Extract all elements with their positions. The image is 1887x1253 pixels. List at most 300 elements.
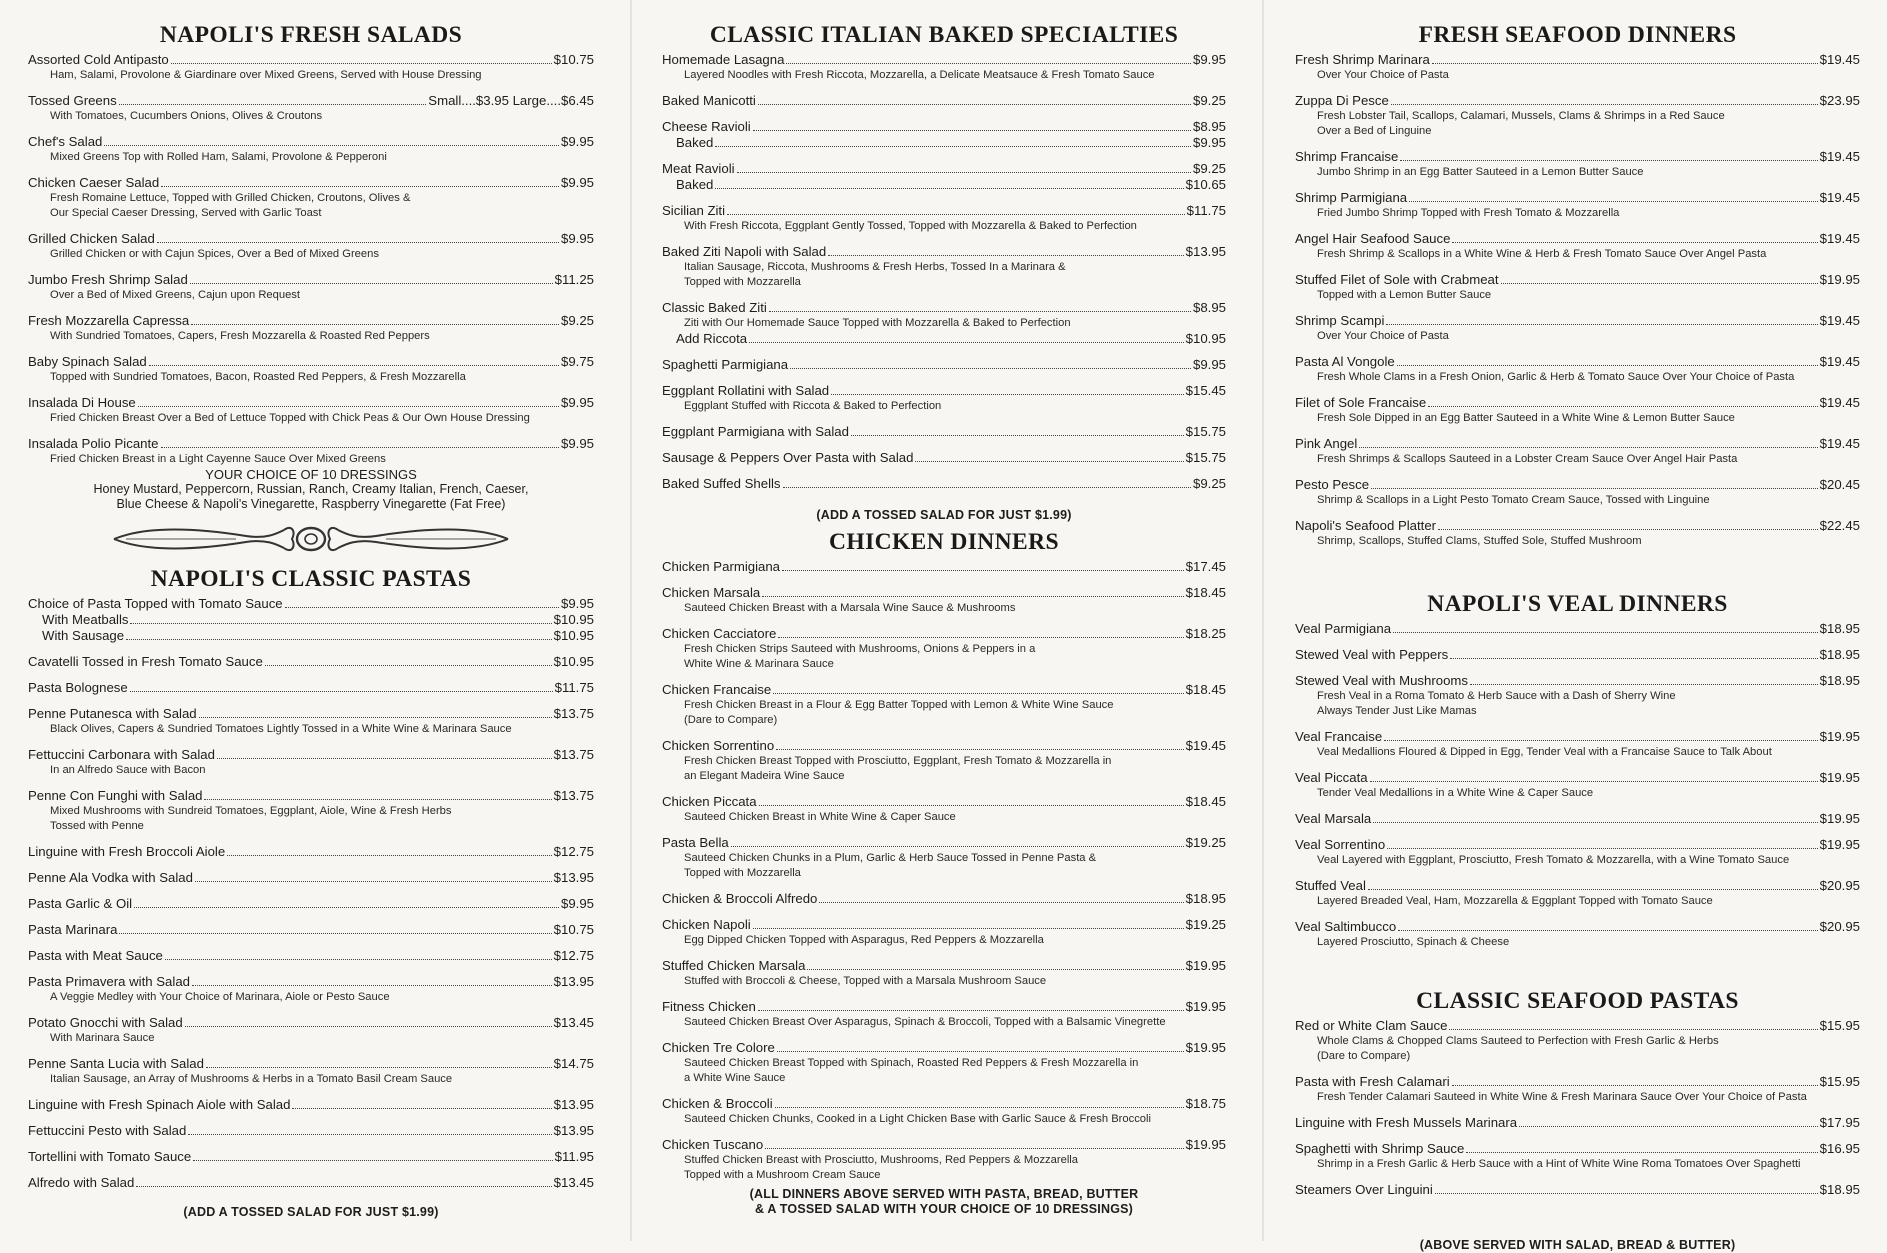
dot-leader <box>1368 889 1818 890</box>
dot-leader <box>759 805 1184 806</box>
menu-item-name: Pasta Marinara <box>28 922 118 937</box>
menu-item-name: Pink Angel <box>1295 436 1358 451</box>
menu-item-price: $19.95 <box>1185 958 1226 973</box>
menu-item-name: Baked <box>676 135 714 150</box>
menu-item-description: Fried Chicken Breast in a Light Cayenne Sauce Over Mixed Greens <box>50 453 386 465</box>
menu-item-row <box>662 357 1226 373</box>
menu-item-name: Potato Gnocchi with Salad <box>28 1015 183 1030</box>
menu-item <box>662 958 1226 989</box>
menu-item <box>662 585 1226 616</box>
menu-item-price: $18.75 <box>1185 1096 1226 1111</box>
menu-item <box>662 244 1226 290</box>
menu-item-name: Sicilian Ziti <box>662 203 726 218</box>
menu-item-price: $18.95 <box>1819 1182 1860 1197</box>
menu-item-variant-row <box>28 628 594 644</box>
dot-leader <box>285 607 559 608</box>
menu-item <box>1295 518 1860 549</box>
menu-item-name: Veal Saltimbucco <box>1295 919 1397 934</box>
menu-item-variant-row <box>662 177 1226 193</box>
menu-item-row <box>28 654 594 670</box>
dot-leader <box>1466 1152 1817 1153</box>
menu-item-row <box>1295 673 1860 689</box>
menu-item-price: $9.95 <box>560 436 594 451</box>
dot-leader <box>206 1067 552 1068</box>
menu-item-row <box>1295 52 1860 68</box>
served-with-line-1: (ALL DINNERS ABOVE SERVED WITH PASTA, BREAD, BUTTER <box>749 1187 1139 1201</box>
menu-item-description: Fresh Chicken Strips Sauteed with Mushrooms, Onions & Peppers in a <box>684 643 1036 655</box>
menu-item <box>1295 313 1860 344</box>
dot-leader <box>777 1051 1184 1052</box>
dot-leader <box>1397 365 1818 366</box>
menu-item-price: $19.45 <box>1819 52 1860 67</box>
dot-leader <box>782 570 1184 571</box>
dot-leader <box>1452 242 1817 243</box>
menu-item <box>1295 919 1860 950</box>
menu-item-row <box>662 835 1226 851</box>
menu-item-name: Red or White Clam Sauce <box>1295 1018 1448 1033</box>
dot-leader <box>1370 781 1818 782</box>
menu-item-name: Chicken Parmigiana <box>662 559 781 574</box>
menu-item-description: Shrimp in a Fresh Garlic & Herb Sauce with a Hint of White Wine Roma Tomatoes Over Spaghetti <box>1317 1158 1801 1170</box>
menu-item-row <box>1295 770 1860 786</box>
dot-leader <box>136 1186 551 1187</box>
menu-item <box>1295 436 1860 467</box>
menu-item-row <box>1295 93 1860 109</box>
menu-item <box>662 999 1226 1030</box>
menu-item-price: $10.95 <box>1185 331 1226 346</box>
menu-item <box>1295 729 1860 760</box>
menu-item <box>662 891 1226 907</box>
menu-item-name: Penne Con Funghi with Salad <box>28 788 203 803</box>
menu-item-name: Choice of Pasta Topped with Tomato Sauce <box>28 596 283 611</box>
menu-item-name: Chicken Marsala <box>662 585 761 600</box>
menu-item-description: Topped with Mozzarella <box>684 276 801 288</box>
menu-item-price: $11.25 <box>554 272 594 287</box>
menu-item <box>1295 811 1860 827</box>
chicken-served-with-note <box>662 1187 1226 1217</box>
dot-leader <box>188 1134 551 1135</box>
menu-item-price: $20.95 <box>1819 878 1860 893</box>
menu-item <box>662 559 1226 575</box>
menu-item-price: $15.45 <box>1185 383 1226 398</box>
menu-item-description: Black Olives, Capers & Sundried Tomatoes Lightly Tossed in a White Wine & Marinara Sauce <box>50 723 512 735</box>
menu-item-row <box>28 1175 594 1191</box>
dot-leader <box>1373 822 1817 823</box>
dressings-block <box>28 467 594 512</box>
menu-item-row <box>28 231 594 247</box>
dot-leader <box>776 749 1184 750</box>
menu-item-row <box>28 974 594 990</box>
menu-item <box>1295 477 1860 508</box>
menu-item-row <box>1295 837 1860 853</box>
menu-item <box>1295 52 1860 83</box>
menu-item-name: Add Riccota <box>676 331 748 346</box>
menu-item <box>662 682 1226 728</box>
menu-item-name: Fitness Chicken <box>662 999 756 1014</box>
menu-item <box>1295 93 1860 139</box>
menu-item-price: $19.45 <box>1819 436 1860 451</box>
decorative-scroll-ornament <box>106 522 516 556</box>
section-title-classic-pastas: NAPOLI'S CLASSIC PASTAS <box>150 566 472 592</box>
menu-item-description: (Dare to Compare) <box>684 714 778 726</box>
menu-item-name: Baked <box>676 177 714 192</box>
menu-item-description: Jumbo Shrimp in an Egg Batter Sauteed in a Lemon Butter Sauce <box>1317 166 1644 178</box>
dot-leader <box>765 1148 1183 1149</box>
dot-leader <box>130 691 553 692</box>
menu-item-name: Pasta Al Vongole <box>1295 354 1395 369</box>
menu-item <box>28 395 594 426</box>
served-with-line-2: & A TOSSED SALAD WITH YOUR CHOICE OF 10 DRESSINGS) <box>754 1202 1134 1216</box>
menu-item-row <box>1295 313 1860 329</box>
menu-item-name: Baked Suffed Shells <box>662 476 781 491</box>
menu-item-description: Ziti with Our Homemade Sauce Topped with Mozzarella & Baked to Perfection <box>684 317 1071 329</box>
menu-item-name: Stuffed Veal <box>1295 878 1366 893</box>
menu-item-price: $19.25 <box>1185 835 1226 850</box>
menu-item-price: $20.95 <box>1819 919 1860 934</box>
dot-leader <box>1452 1085 1818 1086</box>
menu-item-name: With Meatballs <box>42 612 129 627</box>
menu-item-description: Over a Bed of Mixed Greens, Cajun upon Request <box>50 289 300 301</box>
menu-item-description: Mixed Mushrooms with Sundreid Tomatoes, Eggplant, Aiole, Wine & Fresh Herbs <box>50 805 452 817</box>
menu-item <box>662 161 1226 193</box>
menu-item <box>28 747 594 778</box>
menu-item-description: With Fresh Riccota, Eggplant Gently Tossed, Topped with Mozzarella & Baked to Perfection <box>684 220 1137 232</box>
menu-item <box>1295 1115 1860 1131</box>
menu-item-name: Pasta with Fresh Calamari <box>1295 1074 1450 1089</box>
dot-leader <box>851 435 1184 436</box>
menu-item-price: $19.45 <box>1819 395 1860 410</box>
dressings-list-line-1: Honey Mustard, Peppercorn, Russian, Ranch, Creamy Italian, French, Caeser, <box>93 482 529 496</box>
menu-item-price: $18.95 <box>1819 673 1860 688</box>
menu-item-price: $9.25 <box>1192 161 1226 176</box>
menu-item-price: $19.95 <box>1819 272 1860 287</box>
menu-item-row <box>1295 149 1860 165</box>
menu-item-row <box>662 244 1226 260</box>
dot-leader <box>819 902 1183 903</box>
menu-item-description: Italian Sausage, Riccota, Mushrooms & Fresh Herbs, Tossed In a Marinara & <box>684 261 1066 273</box>
menu-item-price: $19.45 <box>1819 313 1860 328</box>
menu-item-row <box>662 1040 1226 1056</box>
menu-item-row <box>28 175 594 191</box>
menu-item-row <box>662 738 1226 754</box>
dot-leader <box>195 881 552 882</box>
menu-item <box>662 119 1226 151</box>
menu-item <box>28 354 594 385</box>
menu-item-variant-row <box>662 331 1226 347</box>
seafood-pastas-list <box>1295 1018 1860 1198</box>
dot-leader <box>790 368 1191 369</box>
menu-item <box>1295 354 1860 385</box>
menu-item <box>1295 878 1860 909</box>
dot-leader <box>199 717 552 718</box>
menu-item-name: Penne Ala Vodka with Salad <box>28 870 193 885</box>
menu-item-name: Classic Baked Ziti <box>662 300 767 315</box>
menu-item <box>28 870 594 886</box>
dot-leader <box>1519 1126 1818 1127</box>
menu-item-name: Insalada Polio Picante <box>28 436 159 451</box>
menu-item-row <box>662 559 1226 575</box>
menu-item-price: $9.95 <box>560 134 594 149</box>
menu-item-row <box>662 1137 1226 1153</box>
dot-leader <box>1435 1193 1818 1194</box>
menu-item-name: Chicken & Broccoli Alfredo <box>662 891 818 906</box>
menu-item-description: With Marinara Sauce <box>50 1032 155 1044</box>
section-title-baked-specialties: CLASSIC ITALIAN BAKED SPECIALTIES <box>709 22 1179 48</box>
dot-leader <box>749 342 1184 343</box>
menu-item-description: Sauteed Chicken Chunks, Cooked in a Light Chicken Base with Garlic Sauce & Fresh Broccoli <box>684 1113 1152 1125</box>
menu-item-name: Fresh Shrimp Marinara <box>1295 52 1430 67</box>
menu-item-price: $18.95 <box>1819 621 1860 636</box>
dot-leader <box>192 985 552 986</box>
menu-item-row <box>662 424 1226 440</box>
dot-leader <box>1501 283 1818 284</box>
dot-leader <box>786 63 1191 64</box>
menu-item-name: Shrimp Parmigiana <box>1295 190 1408 205</box>
add-salad-note-pastas: (ADD A TOSSED SALAD FOR JUST $1.99) <box>183 1205 439 1219</box>
baked-specialties-list <box>662 52 1226 492</box>
menu-item-row <box>28 788 594 804</box>
dot-leader <box>715 146 1191 147</box>
menu-item-price: $9.25 <box>1192 476 1226 491</box>
dot-leader <box>161 447 559 448</box>
section-title-veal-dinners: NAPOLI'S VEAL DINNERS <box>1427 591 1728 617</box>
menu-item-name: Eggplant Rollatini with Salad <box>662 383 830 398</box>
menu-item-name: Eggplant Parmigiana with Salad <box>662 424 849 439</box>
dot-leader <box>104 145 559 146</box>
menu-item-description: With Sundried Tomatoes, Capers, Fresh Mozzarella & Roasted Red Peppers <box>50 330 430 342</box>
dot-leader <box>758 1010 1184 1011</box>
menu-item-price: $8.95 <box>1192 119 1226 134</box>
menu-item-name: Chicken & Broccoli <box>662 1096 773 1111</box>
section-title-chicken-dinners: CHICKEN DINNERS <box>829 529 1059 555</box>
menu-item <box>1295 272 1860 303</box>
menu-item-row <box>28 747 594 763</box>
menu-item <box>662 476 1226 492</box>
menu-item-name: Stuffed Chicken Marsala <box>662 958 806 973</box>
dot-leader <box>292 1108 551 1109</box>
menu-item <box>1295 231 1860 262</box>
menu-item-row <box>1295 1182 1860 1198</box>
menu-item <box>28 1097 594 1113</box>
menu-item-name: Penne Santa Lucia with Salad <box>28 1056 204 1071</box>
menu-item-row <box>662 52 1226 68</box>
dot-leader <box>778 637 1183 638</box>
menu-item-name: Insalada Di House <box>28 395 136 410</box>
menu-item-row <box>28 52 594 68</box>
dot-leader <box>769 311 1191 312</box>
menu-item-row <box>28 948 594 964</box>
menu-item-name: Chicken Caeser Salad <box>28 175 160 190</box>
menu-item <box>662 203 1226 234</box>
dressings-list-line-2: Blue Cheese & Napoli's Vinegarette, Raspberry Vinegarette (Fat Free) <box>116 497 506 511</box>
menu-item-name: Angel Hair Seafood Sauce <box>1295 231 1451 246</box>
menu-item-row <box>1295 518 1860 534</box>
menu-item-name: Pesto Pesce <box>1295 477 1370 492</box>
dot-leader <box>1400 160 1817 161</box>
menu-item <box>662 450 1226 466</box>
menu-item-row <box>662 682 1226 698</box>
menu-item-name: Chef's Salad <box>28 134 103 149</box>
dot-leader <box>227 855 551 856</box>
menu-item <box>28 654 594 670</box>
menu-item-description: Layered Noodles with Fresh Riccota, Mozzarella, a Delicate Meatsauce & Fresh Tomato Sauce <box>684 69 1155 81</box>
menu-item-row <box>662 1096 1226 1112</box>
menu-item <box>28 948 594 964</box>
menu-item <box>662 93 1226 109</box>
menu-item <box>1295 1182 1860 1198</box>
menu-item-row <box>28 134 594 150</box>
menu-item-row <box>1295 436 1860 452</box>
dot-leader <box>161 186 559 187</box>
menu-item-row <box>662 891 1226 907</box>
menu-item-row <box>662 958 1226 974</box>
section-title-seafood-pastas: CLASSIC SEAFOOD PASTAS <box>1416 988 1739 1014</box>
menu-item <box>28 706 594 737</box>
menu-item-name: Chicken Tuscano <box>662 1137 764 1152</box>
dot-leader <box>737 172 1191 173</box>
menu-item <box>1295 395 1860 426</box>
menu-item <box>1295 647 1860 663</box>
dot-leader <box>190 283 553 284</box>
menu-item-description: Fresh Romaine Lettuce, Topped with Grilled Chicken, Croutons, Olives & <box>50 192 411 204</box>
menu-item-row <box>28 1097 594 1113</box>
menu-item-price: $18.45 <box>1185 682 1226 697</box>
dot-leader <box>1428 406 1817 407</box>
menu-item-description: Fried Jumbo Shrimp Topped with Fresh Tomato & Mozzarella <box>1317 207 1620 219</box>
menu-item-price: $14.75 <box>553 1056 594 1071</box>
menu-item-row <box>1295 647 1860 663</box>
menu-item-description: Sauteed Chicken Breast Over Asparagus, Spinach & Broccoli, Topped with a Balsamic Vinegrette <box>684 1016 1166 1028</box>
menu-item-name: Tossed Greens <box>28 93 117 108</box>
menu-item-row <box>662 999 1226 1015</box>
menu-item <box>662 1096 1226 1127</box>
menu-item-row <box>28 1015 594 1031</box>
menu-item-name: Chicken Francaise <box>662 682 772 697</box>
menu-item-description: Fresh Whole Clams in a Fresh Onion, Garlic & Herb & Tomato Sauce Over Your Choice of Pasta <box>1317 371 1795 383</box>
menu-item <box>28 922 594 938</box>
menu-item-row <box>28 313 594 329</box>
seafood-dinners-list <box>1295 52 1860 549</box>
menu-item-price: $19.95 <box>1185 1040 1226 1055</box>
menu-item-price: $19.95 <box>1819 837 1860 852</box>
menu-item-row <box>1295 477 1860 493</box>
menu-item-name: Pasta Bolognese <box>28 680 128 695</box>
menu-item-description: Fresh Tender Calamari Sauteed in White Wine & Fresh Marinara Sauce Over Your Choice of Pasta <box>1317 1091 1807 1103</box>
fresh-salads-list <box>28 52 594 467</box>
menu-item-price: $18.45 <box>1185 585 1226 600</box>
menu-item-row <box>662 450 1226 466</box>
menu-item-description: Always Tender Just Like Mamas <box>1317 705 1477 717</box>
menu-item-name: Steamers Over Linguini <box>1295 1182 1433 1197</box>
menu-item-description: Egg Dipped Chicken Topped with Asparagus, Red Peppers & Mozzarella <box>684 934 1044 946</box>
menu-item-description: (Dare to Compare) <box>1317 1050 1411 1062</box>
dot-leader <box>1398 930 1817 931</box>
menu-item-price: $19.45 <box>1819 231 1860 246</box>
dot-leader <box>1449 1029 1817 1030</box>
dot-leader <box>1384 740 1817 741</box>
dot-leader <box>758 104 1191 105</box>
menu-item-description: Over Your Choice of Pasta <box>1317 69 1449 81</box>
menu-item <box>662 917 1226 948</box>
dot-leader <box>119 104 427 105</box>
menu-item-price: $22.45 <box>1819 518 1860 533</box>
menu-column-2 <box>662 18 1226 1217</box>
menu-item-description: Eggplant Stuffed with Riccota & Baked to Perfection <box>684 400 942 412</box>
veal-dinners-list <box>1295 621 1860 950</box>
menu-item-price: $12.75 <box>553 948 594 963</box>
menu-item-row <box>662 626 1226 642</box>
menu-item-price: $10.75 <box>553 922 594 937</box>
menu-item-price: $13.95 <box>1185 244 1226 259</box>
add-salad-note-baked: (ADD A TOSSED SALAD FOR JUST $1.99) <box>816 508 1072 522</box>
menu-item-name: Pasta Garlic & Oil <box>28 896 133 911</box>
dot-leader <box>1432 63 1818 64</box>
menu-item-price: $10.75 <box>553 52 594 67</box>
dot-leader <box>783 487 1191 488</box>
menu-item <box>1295 190 1860 221</box>
menu-item-row <box>662 119 1226 135</box>
menu-item-description: A Veggie Medley with Your Choice of Marinara, Aiole or Pesto Sauce <box>50 991 390 1003</box>
menu-item-price: $17.95 <box>1819 1115 1860 1130</box>
menu-item <box>1295 837 1860 868</box>
menu-item-name: Chicken Tre Colore <box>662 1040 775 1055</box>
dot-leader <box>1386 324 1817 325</box>
menu-item-price: $13.95 <box>553 974 594 989</box>
menu-item-name: Cavatelli Tossed in Fresh Tomato Sauce <box>28 654 263 669</box>
menu-item-description: Fresh Veal in a Roma Tomato & Herb Sauce with a Dash of Sherry Wine <box>1317 690 1676 702</box>
menu-item <box>662 1137 1226 1183</box>
dot-leader <box>1391 104 1818 105</box>
menu-item-description: Fresh Shrimp & Scallops in a White Wine & Herb & Fresh Tomato Sauce Over Angel Pasta <box>1317 248 1767 260</box>
menu-item-price: $9.95 <box>560 175 594 190</box>
menu-item-row <box>662 161 1226 177</box>
menu-item-row <box>1295 272 1860 288</box>
dot-leader <box>715 188 1183 189</box>
menu-item-row <box>1295 729 1860 745</box>
menu-item-description: Tossed with Penne <box>50 820 144 832</box>
menu-item-description: White Wine & Marinara Sauce <box>684 658 834 670</box>
menu-item-price: $13.95 <box>553 870 594 885</box>
menu-item-price: $13.45 <box>553 1015 594 1030</box>
menu-item-name: With Sausage <box>42 628 125 643</box>
column-divider-left <box>630 0 632 1241</box>
menu-item <box>662 357 1226 373</box>
menu-item-price: $13.95 <box>553 1097 594 1112</box>
menu-item <box>28 1175 594 1191</box>
menu-item-description: Sauteed Chicken Breast in White Wine & Caper Sauce <box>684 811 956 823</box>
menu-item <box>28 1123 594 1139</box>
menu-item <box>28 231 594 262</box>
menu-item <box>28 93 594 124</box>
menu-item-row <box>28 354 594 370</box>
menu-item-price: $9.25 <box>1192 93 1226 108</box>
menu-item-description: Shrimp & Scallops in a Light Pesto Tomato Cream Sauce, Tossed with Linguine <box>1317 494 1710 506</box>
dot-leader <box>265 665 552 666</box>
menu-item-name: Penne Putanesca with Salad <box>28 706 197 721</box>
menu-item <box>662 738 1226 784</box>
menu-item-description: Shrimp, Scallops, Stuffed Clams, Stuffed Sole, Stuffed Mushroom <box>1317 535 1642 547</box>
menu-item-price: $13.45 <box>553 1175 594 1190</box>
menu-item-name: Tortellini with Tomato Sauce <box>28 1149 192 1164</box>
dot-leader <box>119 933 551 934</box>
menu-item-row <box>662 300 1226 316</box>
menu-item-price: $9.25 <box>560 313 594 328</box>
dot-leader <box>171 63 552 64</box>
menu-item-description: Fresh Lobster Tail, Scallops, Calamari, Mussels, Clams & Shrimps in a Red Sauce <box>1317 110 1725 122</box>
menu-item-description: Sauteed Chicken Breast Topped with Spinach, Roasted Red Peppers & Fresh Mozzarella in <box>684 1057 1139 1069</box>
menu-item-name: Zuppa Di Pesce <box>1295 93 1389 108</box>
menu-item-description: Topped with a Mushroom Cream Sauce <box>684 1169 881 1181</box>
